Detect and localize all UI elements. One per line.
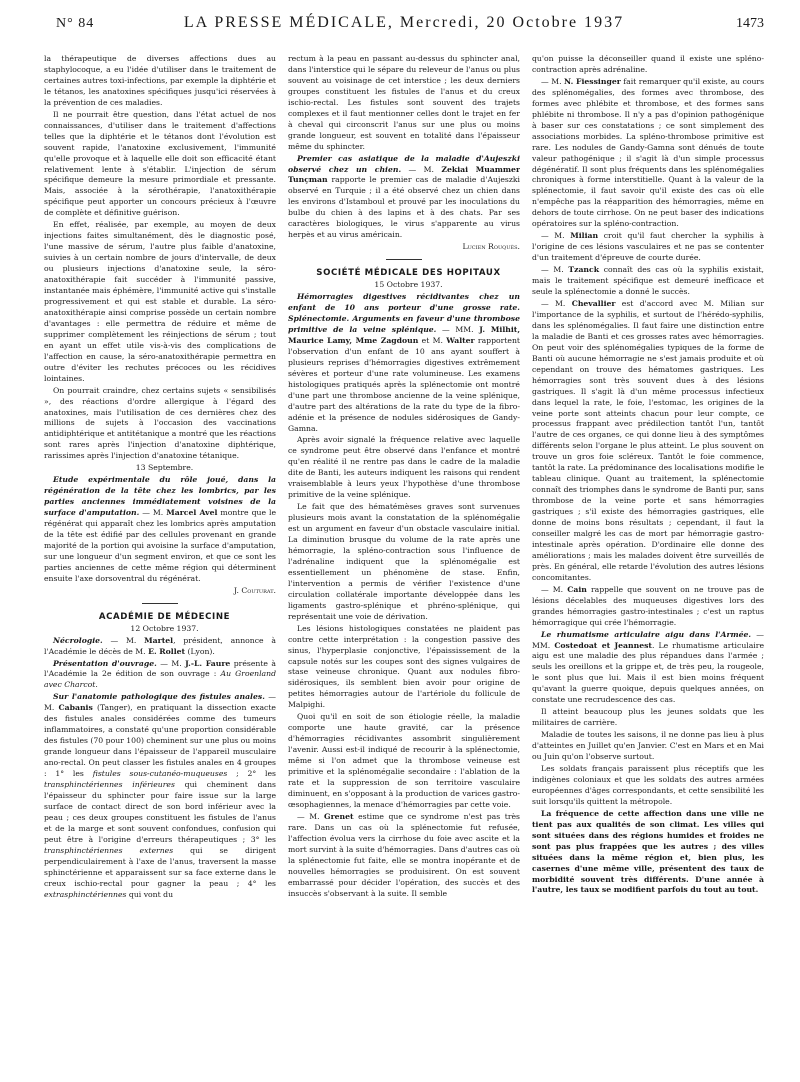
- paragraph: En effet, réalisée, par exemple, au moyen de deux injections faites simultanément, dès le diagnostic posé, l'une massive de sérum, l'autre plus faible d'anatoxine, suivies à un certain nombre de jours d'intervalle, de deux ou plusieurs injections d'anatoxine seule, la séro-anatoxithérapie fait succéder à l'immunité passive, instantanée mais éphémère, l'immunité active qui s'installe progressivement et qui est stable et durable. La séro-anatoxithérapie ainsi comprise possède un certain nombre d'avantages : elle permettra de réduire et même de supprimer complètement les réinjections de sérum ; tout en ayant un effet utile vis-à-vis des complications de l'affection en cause, la séro-anatoxithérapie permettra en outre d'éviter les rechutes précoces ou les récidives lointaines.: [44, 220, 276, 383]
- session-date: 12 Octobre 1937.: [130, 623, 199, 633]
- paragraph: Il atteint beaucoup plus les jeunes soldats que les militaires de carrière.: [532, 707, 764, 728]
- separator-rule: [142, 603, 178, 604]
- communication: — M. Cain rappelle que souvent on ne trouve pas de lésions décelables des muqueuses digestives lors des grandes hémorragies gastro-intestinales ; c'est un raptus hémorragique qui crée l'hémorragie.: [532, 584, 764, 627]
- signature: J. Couturat.: [234, 585, 276, 595]
- communication: — M. Grenet estime que ce syndrome n'est pas très rare. Dans un cas où la splénectomie fut refusée, l'affection évolua vers la cirrhose du foie avec ascite et la mort survint à la suite d'hémorragies. Dans d'autres cas où la splénectomie fut faite, elle se montra inopérante et de nouvelles hémorragies se produisirent. On est souvent embarrassé pour décider l'opération, des succès et des insuccès s'observant à la suite. Il semble: [288, 811, 520, 898]
- session-date: 15 Octobre 1937.: [374, 280, 443, 290]
- communication-title: Etude expérimentale du rôle joué, dans la régénération de la tête chez les lombrics, par les parties anciennes immédiatement voisines de la surface d'amputation.: [44, 475, 276, 518]
- page: [44, 14, 764, 1074]
- communication: — M. Tzanck connaît des cas où la syphilis existait, mais le traitement spécifique est demeuré inefficace et seule la splénectomie a donné le succès.: [532, 265, 764, 297]
- paragraph: Quoi qu'il en soit de son étiologie réelle, la maladie comporte une haute gravité, car la présence d'hémorragies récidivantes assombrit singulièrement l'avenir. Aussi est-il indiqué de recourir à la splénectomie, même si l'on admet que la thrombose veineuse est primitive et la splénomégalie secondaire : l'ablation de la rate et la suppression de son territoire vasculaire diminuent, en s'opposant à la production de varices gastro-œsophagiennes, la menace d'hémorragies par cette voie.: [288, 712, 520, 809]
- page-number: 1473: [736, 16, 764, 31]
- article-columns: [44, 54, 764, 1074]
- column-left: [44, 54, 276, 1074]
- communication: — M. Milian croit qu'il faut chercher la syphilis à l'origine de ces lésions vasculaires et ne pas se contenter d'un traitement d'épreuve de courte durée.: [532, 231, 764, 263]
- paragraph: la thérapeutique de diverses affections dues au staphylocoque, a eu l'idée d'utiliser dans le traitement de certaines autres toxi-infections, par exemple la diphtérie et le tétanos, les anatoxines spécifiques jusqu'ici réservées à la prévention de ces maladies.: [44, 54, 276, 107]
- communication: Le rhumatisme articulaire aigu dans l'Armée. — MM. Costedoat et Jeannest. Le rhumatisme articulaire aigu est une maladie des plus répandues dans l'armée ; seuls les oreillons et la grippe et, de très peu, la rougeole, le sont plus que lui. Mais il est bien moins fréquent qu'avant la guerre quoique, depuis quelques années, on constate une recrudescence des cas.: [532, 629, 764, 705]
- communication: Premier cas asiatique de la maladie d'Aujeszki observé chez un chien. — M. Zekiai Muammer Tunçman rapporte le premier cas de maladie d'Aujeszki observé en Turquie ; il a été observé chez un chien dans les environs d'Istamboul et prouvé par les inoculations du bulbe du chien à des lapins et à des chats. Par ses caractères biologiques, le virus s'apparente au virus herpès et au virus américain.: [288, 153, 520, 240]
- section-heading: SOCIÉTÉ MÉDICALE DES HOPITAUX: [316, 268, 501, 279]
- paragraph: La fréquence de cette affection dans une ville ne tient pas aux qualités de son climat. Les villes qui sont situées dans des régions humides et froides ne sont pas plus frappées que les autres ; des villes situées dans la même région et, bien plus, les casernes d'une même ville, présentent des taux de morbidité souvent très différents. D'une année à l'autre, les taux se modifient parfois du tout au tout.: [532, 808, 764, 895]
- communication: Hémorragies digestives récidivantes chez un enfant de 10 ans porteur d'une grosse rate. Splénectomie. Arguments en faveur d'une thrombose primitive de la veine splénique. — MM. J. Milhit, Maurice Lamy, Mme Zagdoun et M. Walter rapportent l'observation d'un enfant de 10 ans ayant souffert à plusieurs reprises d'hémorragies digestives extrêmement sévères et porteur d'une rate volumineuse. Les examens histologiques pratiqués après la splénectomie ont montré d'une part une thrombose ancienne de la veine splénique, d'autre part des altérations de la rate du type de la fibro-adénie et la présence de nodules sidérosiques de Gandy-Gamna.: [288, 292, 520, 433]
- section-heading: ACADÉMIE DE MÉDECINE: [98, 611, 231, 622]
- paragraph: Il ne pourrait être question, dans l'état actuel de nos connaissances, d'utiliser dans le traitement d'affections telles que la diphtérie et le tétanos dont l'évolution est souvent rapide, l'anatoxine exclusivement, l'immunité qu'elle provoque et à laquelle elle doit son efficacité étant relativement lente à s'établir. L'injection de sérum spécifique demeure la mesure primordiale et pressante. Mais, associée à la sérothérapie, l'anatoxithérapie spécifique peut apporter un concours précieux à l'œuvre de complète et définitive guérison.: [44, 109, 276, 218]
- communication: Présentation d'ouvrage. — M. J.-L. Faure présente à l'Académie la 2e édition de son ouvrage : Au Groenland avec Charcot.: [44, 658, 276, 690]
- communication: Sur l'anatomie pathologique des fistules anales. — M. Cabanis (Tanger), en pratiquant la dissection exacte des fistules anales considérées comme des tumeurs inflammatoires, a constaté qu'une proportion considérable des fistules (70 pour 100) cheminent sur une plus ou moins grande longueur dans l'épaisseur de l'appareil musculaire ano-rectal. On peut classer les fistules anales en 4 groupes : 1° les fistules sous-cutanéo-muqueuses ; 2° les transphinctériennes inférieures qui cheminent dans l'épaisseur du sphincter pour faire issue sur la large surface de contact direct de son bord inférieur avec la peau ; ces deux groupes constituent les fistules de l'anus et de la marge et sont souvent confondues, confusion qui peut être à l'origine d'erreurs thérapeutiques ; 3° les transphinctériennes externes qui se dirigent perpendiculairement à l'axe de l'anus, traversent la masse sphinctérienne et apparaissent sur sa face externe dans le creux ischio-rectal pour gagner la peau ; 4° les extrasphinctériennes qui vont du: [44, 692, 276, 899]
- paragraph: Maladie de toutes les saisons, il ne donne pas lieu à plus d'atteintes en Juillet qu'en Janvier. C'est en Mars et en Mai ou Juin qu'on l'observe surtout.: [532, 730, 764, 762]
- paragraph: Après avoir signalé la fréquence relative avec laquelle ce syndrome peut être observé dans l'enfance et montré qu'en réalité il ne rentre pas dans le cadre de la maladie dite de Banti, les auteurs indiquent les raisons qui rendent vraisemblable à leurs yeux l'hypothèse d'une thrombose primitive de la veine splénique.: [288, 435, 520, 500]
- communication: — M. N. Fiessinger fait remarquer qu'il existe, au cours des splénomégalies, des formes avec thrombose, des formes avec phlébite et thrombose, et des formes sans phlébite ni thrombose. Il n'y a pas d'opinion pathogénique à baser sur ces constatations ; ce sont simplement des associations morbides. La spléno-thrombose primitive est rare. Les nodules de Gandy-Gamna sont dénués de toute valeur pathogénique ; il s'agit là d'un simple processus dégénératif. Il sont plus fréquents dans les splénomégalies chroniques à forme interstitielle. Quant à la valeur de la splénectomie, il faut savoir qu'il existe des cas où elle n'empêche pas la réapparition des hémorragies, même en dehors de toute cirrhose. On ne peut baser des indications opératoires sur la spléno-contraction.: [532, 76, 764, 229]
- journal-title: LA PRESSE MÉDICALE, Mercredi, 20 Octobre 1937: [183, 14, 625, 31]
- paragraph: Le fait que des hématémèses graves sont survenues plusieurs mois avant la constatation de la splénomégalie est un argument en faveur d'un obstacle vasculaire initial. La diminution brusque du volume de la rate après une hémorragie, la spléno-contraction sous l'influence de l'adrénaline indiquent que la splénomégalie est essentiellement un phénomène de stase. Enfin, l'intervention a permis de vérifier l'existence d'une circulation collatérale importante développée dans les ligaments gastro-splénique et phréno-splénique, qui représentait une voie de dérivation.: [288, 502, 520, 621]
- communication: Etude expérimentale du rôle joué, dans la régénération de la tête chez les lombrics, par les parties anciennes immédiatement voisines de la surface d'amputation. — M. Marcel Avel montre que le régénérat qui apparaît chez les lombrics après amputation de la tête est édifié par des cellules provenant en grande majorité de la portion qui avoisine la surface d'amputation, sur une longueur d'un segment environ, et que ce sont les parties anciennes de cette même région qui déterminent ensuite l'axe dorsoventral du régénérat.: [44, 475, 276, 583]
- session-date: 13 Septembre.: [135, 463, 194, 473]
- paragraph: Les lésions histologiques constatées ne plaident pas contre cette interprétation : la congestion passive des sinus, l'hyperplasie conjonctive, l'épaississement de la capsule notés sur les coupes sont des signes vulgaires de stase veineuse chronique. Quant aux nodules fibro-sidérosiques, ils semblent bien avoir pour origine de petites hémorragies autour de l'artériole du follicule de Malpighi.: [288, 623, 520, 710]
- column-middle: [288, 54, 520, 1074]
- paragraph: Les soldats français paraissent plus réceptifs que les indigènes coloniaux et que les soldats des autres armées européennes d'âges correspondants, et cette sensibilité les suit lorsqu'ils quittent la métropole.: [532, 764, 764, 806]
- column-right: [532, 54, 764, 1074]
- communication: — M. Chevallier est d'accord avec M. Milian sur l'importance de la syphilis, et surtout de l'hérédo-syphilis, dans les splénomégalies. Il faut faire une distinction entre la maladie de Banti et ces grosses rates avec hémorragies. On peut voir des splénomégalies typiques de la forme de Banti où aucune hémorragie ne s'est jamais produite et où cependant on trouve des hématomes gastriques. Les hémorragies sont très souvent dues à des lésions gastriques. Il s'agit là d'un même processus infectieux dans lequel la rate, le foie, l'estomac, les origines de la veine porte sont atteints chacun pour leur compte, ce processus frappant avec prédilection tantôt l'un, tantôt l'autre de ces organes, ce qui donne lieu à des symptômes différents selon l'organe le plus atteint. Le plus souvent on trouve un gros foie scléreux. Tantôt le foie commence, tantôt la rate. La prédominance des localisations modifie le tableau clinique. Quant au traitement, la splénectomie connaît des triomphes dans le syndrome de Banti pur, sans thrombose de la veine porte et sans hémorragies gastriques ; s'il existe des hémorragies gastriques, elle donne de moins bons résultats ; cependant, il faut la conseiller malgré les cas de mort par hémorragie gastro-intestinale après opération. D'ordinaire elle donne des améliorations ; mais les malades doivent être surveillés de près. En général, elle retarde l'évolution des autres lésions concomitantes.: [532, 298, 764, 582]
- communication: Nécrologie. — M. Martel, président, annonce à l'Académie le décès de M. E. Rollet (Lyon).: [44, 635, 276, 656]
- signature: Lucien Rouquès.: [462, 242, 520, 252]
- paragraph: On pourrait craindre, chez certains sujets « sensibilisés », des réactions d'ordre allergique à l'égard des anatoxines, mais l'utilisation de ces dernières chez des millions de sujets à l'occasion des vaccinations antidiphtérique et antitétanique a montré que les réactions sont rares après l'injection d'anatoxine diphtérique, rarissimes après l'injection d'anatoxine tétanique.: [44, 385, 276, 461]
- paragraph: qu'on puisse la déconseiller quand il existe une spléno-contraction après adrénaline.: [532, 54, 764, 74]
- paragraph: rectum à la peau en passant au-dessus du sphincter anal, dans l'interstice qui le sépare du releveur de l'anus ou plus souvent au voisinage de cet interstice ; les deux derniers groupes constituent les fistules de l'anus et du creux ischio-rectal. Les fistules sont souvent des trajets complexes et il faut mentionner celles dont le trajet en fer à cheval qui circonscrit l'anus sur une plus ou moins grande longueur, est souvent en totalité dans l'épaisseur même du sphincter.: [288, 54, 520, 151]
- author-name: Marcel Avel: [166, 508, 218, 518]
- running-header: [44, 14, 764, 36]
- issue-number: N° 84: [56, 16, 95, 31]
- separator-rule: [386, 259, 422, 260]
